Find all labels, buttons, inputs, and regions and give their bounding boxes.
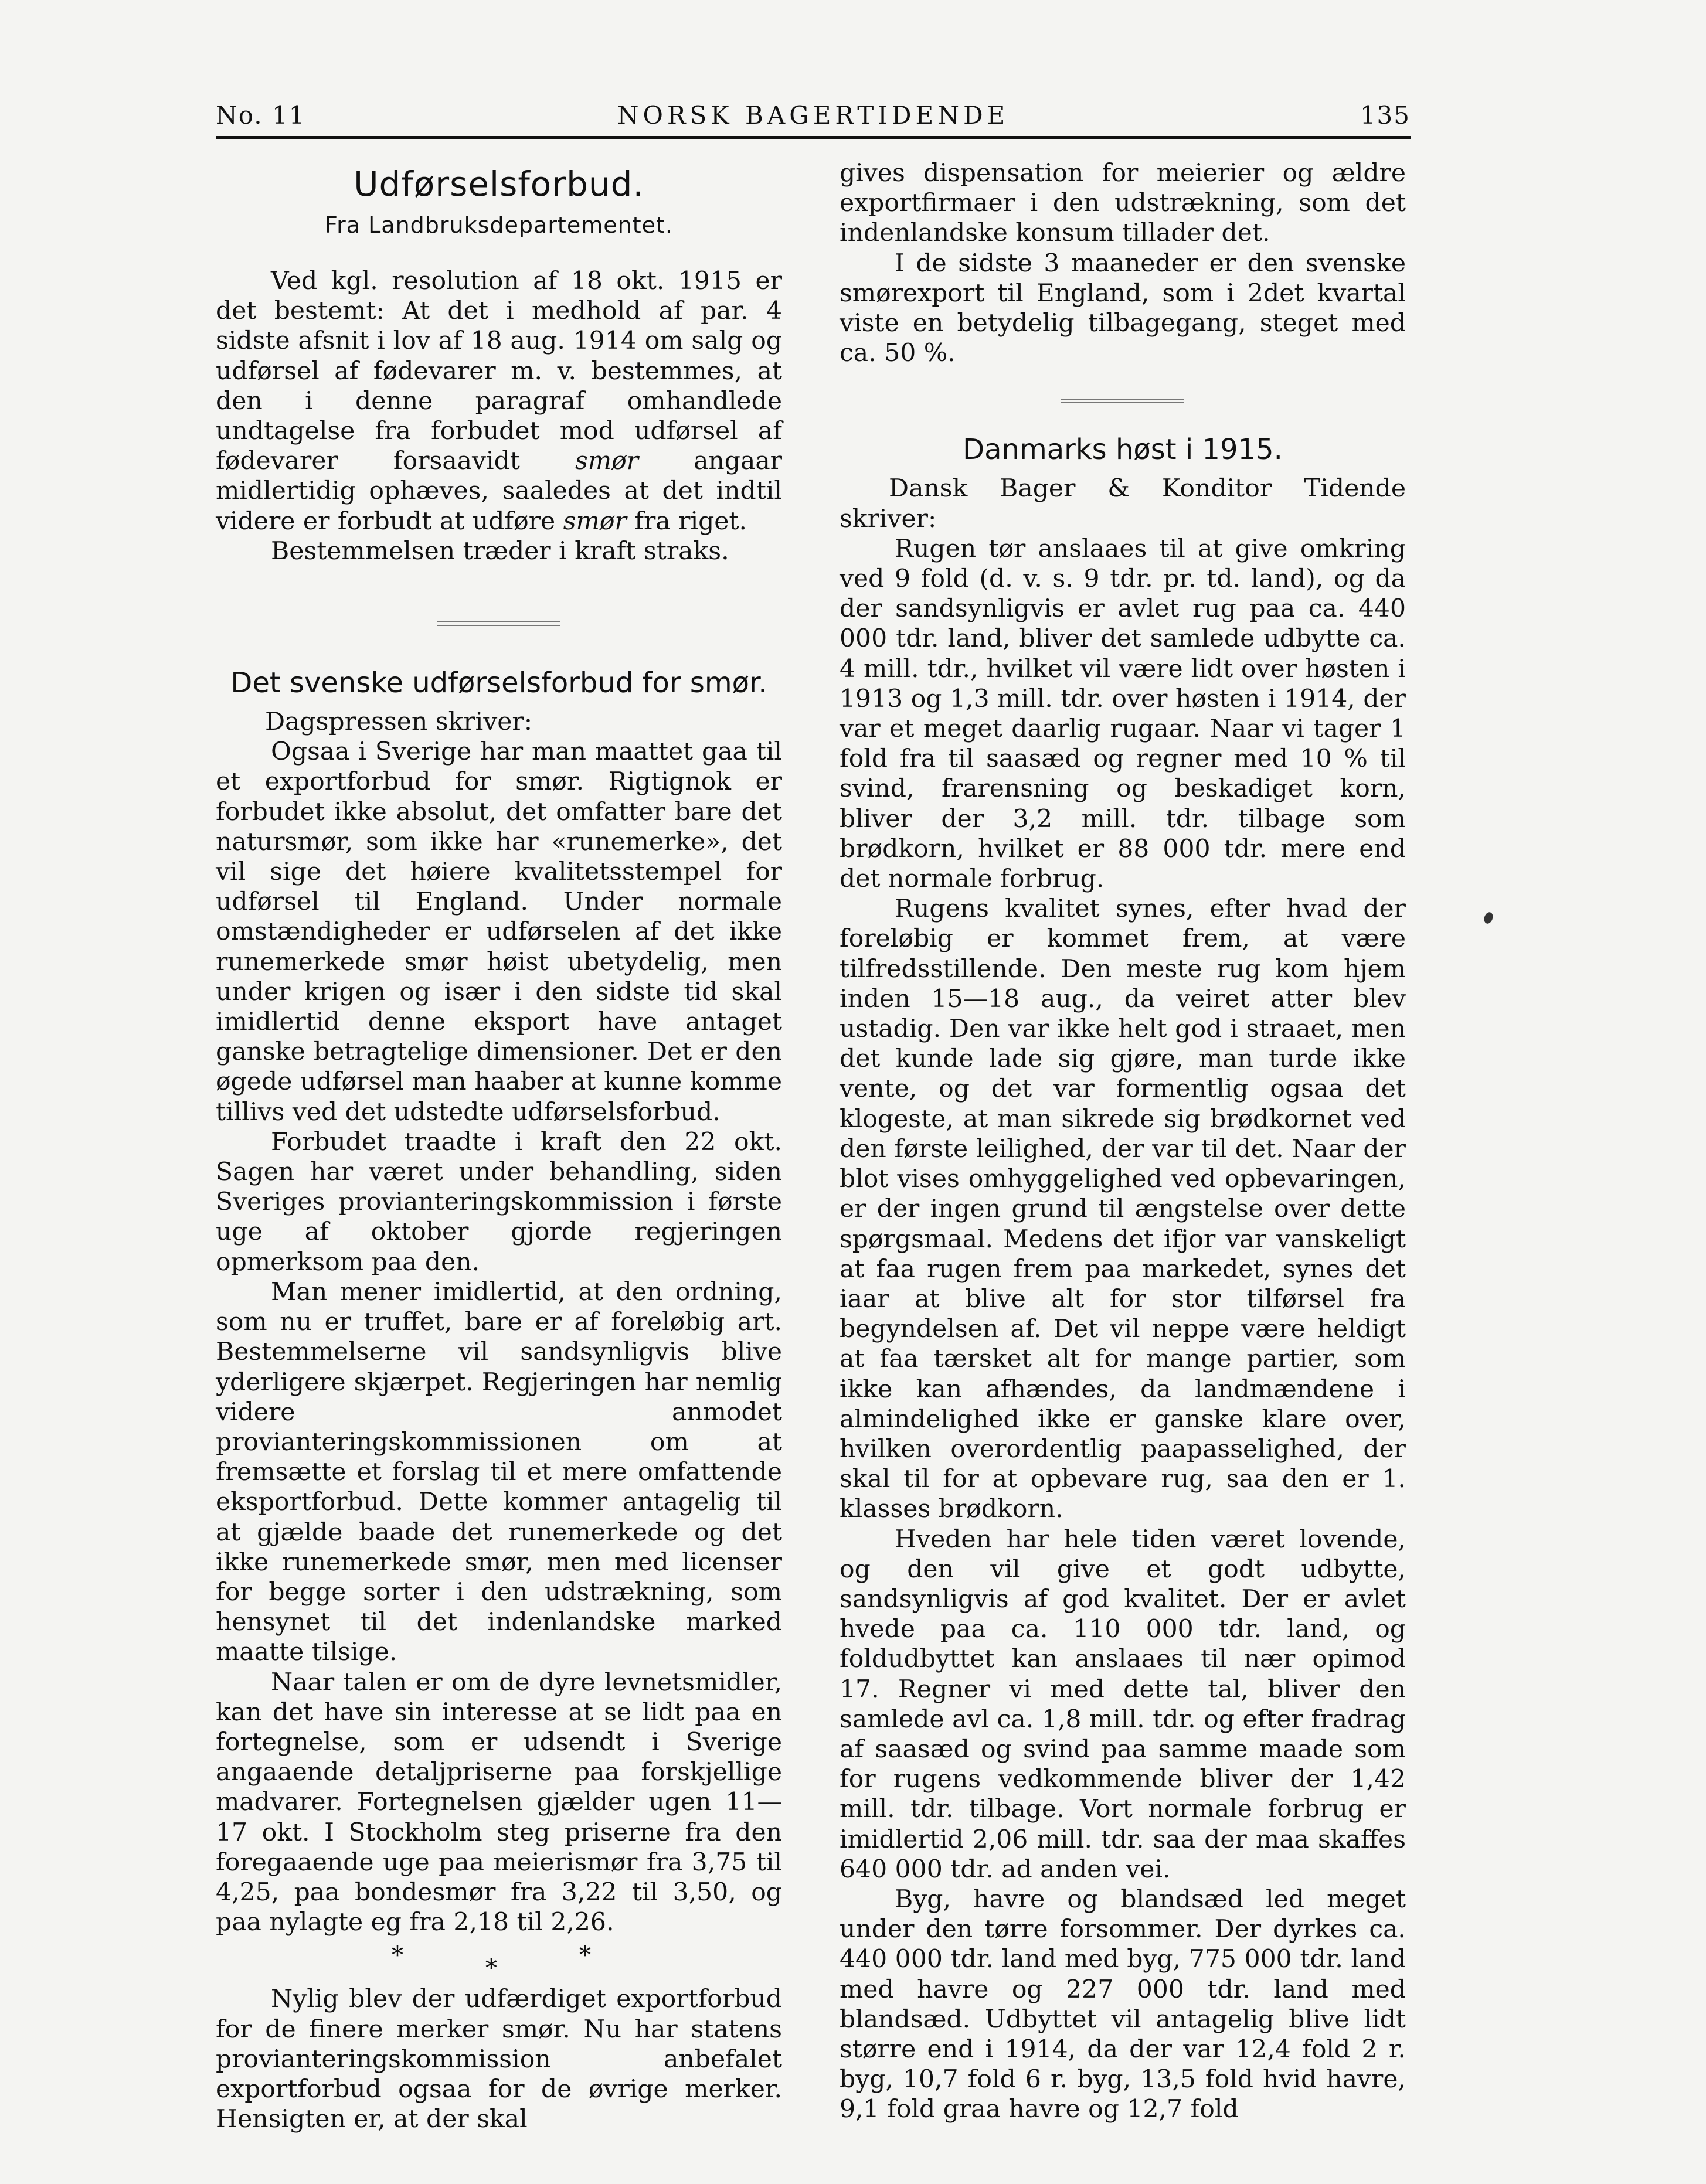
section-separator xyxy=(1061,397,1184,404)
article-paragraph: Rugens kvalitet synes, efter hvad der foreløbig er kommet frem, at være tilfredsstillende. Den meste rug kom hjem inden 15—18 aug., da veiret atter blev ustadig. Den var ikke helt god i straaet, men det kunde lade sig gjøre, man turde ikke vente, og det var formentlig ogsaa det klogeste, at man sikrede sig brødkornet ved den første leilighed, der var til det. Naar der blot vises omhyggelighed ved opbevaringen, er der ingen grund til ængstelse over dette spørgsmaal. Medens det ifjor var vanskeligt at faa rugen frem paa markedet, synes det iaar at blive alt for stor tilførsel fra begyndelsen af. Det vil neppe være heldigt at faa tærsket alt for mange partier, som ikke kan afhændes, da landmændene i almindelighed ikke er ganske klare over, hvilken overordentlig paapasselighed, der skal til for at opbevare rug, saa den er 1. klasses brødkorn. xyxy=(840,894,1406,1524)
asterisk: * xyxy=(392,1942,403,1969)
page-number: 135 xyxy=(1360,101,1411,130)
header-rule xyxy=(216,136,1411,139)
article-paragraph: Nylig blev der udfærdiget exportforbud for de finere merker smør. Nu har statens provianteringskommission anbefalet exportforbud ogsaa for de øvrige merker. Hensigten er, at der skal xyxy=(216,1985,782,2134)
article-title-udforselsforbud: Udførselsforbud. xyxy=(354,164,644,204)
article-paragraph: Forbudet traadte i kraft den 22 okt. Sagen har været under behandling, siden Sveriges provianteringskommission i første uge af oktober gjorde regjeringen opmerksom paa den. xyxy=(216,1127,782,1277)
article-source: Dagspressen skriver: xyxy=(265,707,533,737)
article-paragraph: Naar talen er om de dyre levnetsmidler, kan det have sin interesse at se lidt paa en fortegnelse, som er udsendt i Sverige angaaende detaljpriserne paa forskjellige madvarer. Fortegnelsen gjælder ugen 11—17 okt. I Stockholm steg priserne fra den foregaaende uge paa meierismør fra 3,75 til 4,25, paa bondesmør fra 3,22 til 3,50, og paa nylagte eg fra 2,18 til 2,26. xyxy=(216,1668,782,1937)
text-span: angaar midlertidig ophæves, saaledes at det indtil videre er forbudt at udføre xyxy=(216,447,782,536)
article-paragraph xyxy=(216,266,782,536)
right-column xyxy=(840,158,1406,2125)
text-span: fra riget. xyxy=(634,506,747,536)
article-title-danmarks-host: Danmarks høst i 1915. xyxy=(963,433,1283,467)
article-paragraph: Hveden har hele tiden været lovende, og den vil give et godt udbytte, sandsynligvis af god kvalitet. Der er avlet hvede paa ca. 110 000 tdr. land, og foldudbyttet kan anslaaes til nær opimod 17. Regner vi med dette tal, bliver den samlede avl ca. 1,8 mill. tdr. og efter fradrag af saasæd og svind paa samme maade som for rugens vedkommende bliver der 1,42 mill. tdr. tilbage. Vort normale forbrug er imidlertid 2,06 mill. tdr. saa der maa skaffes 640 000 tdr. ad anden vei. xyxy=(840,1525,1406,1884)
journal-title: NORSK BAGERTIDENDE xyxy=(617,101,1010,130)
article-paragraph: Ogsaa i Sverige har man maattet gaa til et exportforbud for smør. Rigtignok er forbudet ikke absolut, det omfatter bare det natursmør, som ikke har «runemerke», det vil sige det høiere kvalitetsstempel for udførsel til England. Under normale omstændigheder er udførselen af det ikke runemerkede smør høist ubetydelig, men under krigen og især i den sidste tid skal imidlertid denne eksport have antaget ganske betragtelige dimensioner. Det er den øgede udførsel man haaber at kunne komme tillivs ved det udstedte udførselsforbud. xyxy=(216,737,782,1127)
section-separator xyxy=(437,620,560,627)
article-paragraph: Bestemmelsen træder i kraft straks. xyxy=(271,536,729,566)
article-paragraph: gives dispensation for meierier og ældre exportfirmaer i den udstrækning, som det indenlandske konsum tillader det. xyxy=(840,159,1406,248)
article-subtitle: Fra Landbruksdepartementet. xyxy=(325,212,673,238)
asterisk: * xyxy=(579,1942,591,1969)
ink-speck xyxy=(1483,911,1494,925)
running-header xyxy=(216,101,1411,131)
issue-number: No. 11 xyxy=(216,101,306,130)
article-title-svenske: Det svenske udførselsforbud for smør. xyxy=(230,666,767,700)
text-span: Ved kgl. resolution af 18 okt. 1915 er det bestemt: At det i medhold af par. 4 sidste afsnit i lov af 18 aug. 1914 om salg og udførsel af fødevarer m. v. bestemmes, at den i denne paragraf omhandlede undtagelse fra forbudet mod udførsel af fødevarer forsaavidt xyxy=(216,267,782,476)
left-column xyxy=(216,158,782,2134)
asterisk: * xyxy=(485,1955,497,1982)
italic-word: smør xyxy=(563,506,627,536)
article-source: Dansk Bager & Konditor Tidende skriver: xyxy=(840,474,1406,533)
article-paragraph: Rugen tør anslaaes til at give omkring ved 9 fold (d. v. s. 9 tdr. pr. td. land), og da der sandsynligvis er avlet rug paa ca. 440 000 tdr. land, bliver det samlede udbytte ca. 4 mill. tdr., hvilket vil være lidt over høsten i 1913 og 1,3 mill. tdr. over høsten i 1914, der var et meget daarlig rugaar. Naar vi tager 1 fold fra til saasæd og regner med 10 % til svind, frarensning og beskadiget korn, bliver der 3,2 mill. tdr. tilbage som brødkorn, hvilket er 88 000 tdr. mere end det normale forbrug. xyxy=(840,534,1406,894)
article-paragraph: Byg, havre og blandsæd led meget under den tørre forsommer. Der dyrkes ca. 440 000 tdr. land med byg, 775 000 tdr. land med havre og 227 000 tdr. land med blandsæd. Udbyttet vil antagelig blive lidt større end i 1914, da der var 12,4 fold 2 r. byg, 10,7 fold 6 r. byg, 13,5 fold hvid havre, 9,1 fold graa havre og 12,7 fold xyxy=(840,1884,1406,2124)
article-paragraph: I de sidste 3 maaneder er den svenske smørexport til England, som i 2det kvartal viste en betydelig tilbagegang, steget med ca. 50 %. xyxy=(840,249,1406,368)
italic-word: smør xyxy=(575,447,638,476)
asterism xyxy=(216,1941,782,1982)
article-paragraph: Man mener imidlertid, at den ordning, som nu er truffet, bare er af foreløbig art. Bestemmelserne vil sandsynligvis blive yderligere skjærpet. Regjeringen har nemlig videre anmodet provianteringskommissionen om at fremsætte et forslag til et mere omfattende eksportforbud. Dette kommer antagelig til at gjælde baade det runemerkede og det ikke runemerkede smør, men med licenser for begge sorter i den udstrækning, som hensynet til det indenlandske marked maatte tilsige. xyxy=(216,1277,782,1667)
